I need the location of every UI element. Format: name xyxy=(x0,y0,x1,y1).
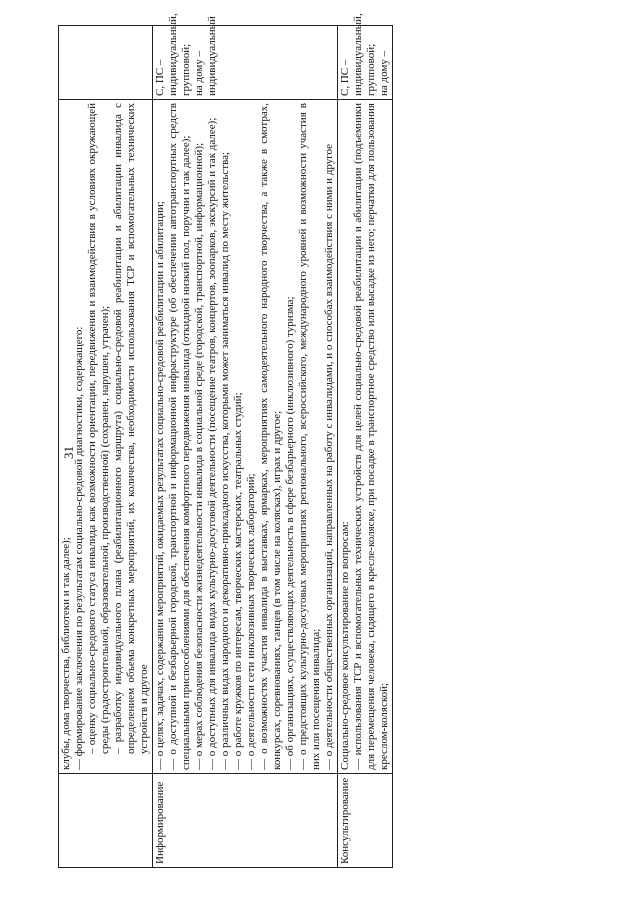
services-table xyxy=(58,13,393,868)
form-cell xyxy=(338,13,393,100)
content-line: — о деятельности общественных организаций, направленных на работу с инвалидами, и о способах взаимодействия с ними и другое xyxy=(323,143,335,770)
content-line: — о доступной и безбарьерной городской, транспортной и информационной инфраструктуре (об обеспечении автотранспортных средств специальными приспособлениями для обеспечения комфортного передвижения инвалида (откидной низкий пол, поручни и так далее); xyxy=(167,103,192,770)
form-line: С, ПС – xyxy=(154,59,166,96)
form-cell xyxy=(59,26,153,100)
content-line: — формирование заключения по результатам социально-средовой диагностики, содержащего: xyxy=(73,326,85,770)
content-line: — о работе кружков по интересам, творческих мастерских, театральных студий; xyxy=(232,392,244,770)
content-line: клубы, дома творчества, библиотеки и так далее); xyxy=(60,537,72,770)
form-line: С, ПС – xyxy=(339,59,351,96)
table-row xyxy=(153,26,338,868)
table-row xyxy=(338,26,393,868)
category-cell: Консультирование xyxy=(338,774,393,868)
content-line: — использования ТСР и вспомогательных технических устройств для целей социально-средовой реабилитации и абилитации (подъемники для перемещения человека, сидящего в кресле-коляске, при посадке в транспортное средство или высадке из него; перчатки для пользования креслом-коляской; xyxy=(352,103,390,770)
content-cell xyxy=(338,100,393,774)
content-line: — о возможностях участия инвалида в выставках, ярмарках, мероприятиях самодеятельного народного творчества, а также в смотрах, конкурсах, соревнованиях, танцев (в том числе на колясках), играх и другое; xyxy=(258,103,283,770)
form-line: индивидуальный, xyxy=(352,13,364,96)
form-line: индивидуальный xyxy=(206,16,218,96)
form-line: индивидуальный, xyxy=(167,13,179,96)
content-line: – разработку индивидуального плана (реабилитационного маршрута) социально-средовой реабилитации и абилитации инвалида с определением объема конкретных мероприятий, их количества, необходимости использования ТСР и вспомогательных технических устройств и другое xyxy=(112,103,150,754)
content-line: — о предстоящих культурно-досуговых мероприятиях регионального, всероссийского, международного уровней и возможности участия в них или посещения инвалида; xyxy=(297,103,322,770)
page-number: 31 xyxy=(61,446,76,459)
form-line: групповой; xyxy=(365,43,377,96)
form-line: на дому – xyxy=(378,50,390,96)
content-line: — о доступных для инвалида видах культурно-досуговой деятельности (посещение театров, концертов, зоопарков, экскурсий и так далее); xyxy=(206,117,218,770)
content-line: – оценку социально-средового статуса инвалида как возможности ориентации, передвижения и взаимодействия в условиях окружающей среды (градостроительной, образовательной, производственной) (сохранен, нарушен, утрачен); xyxy=(86,103,111,754)
content-line: — об организациях, осуществляющих деятельность в сфере безбарьерного (инклюзивного) туризма; xyxy=(284,296,296,770)
content-line: — о мерах соблюдения безопасности жизнедеятельности инвалида в социальной среде (городской, транспортной, информационной); xyxy=(193,142,205,770)
content-cell xyxy=(59,100,153,774)
table-row xyxy=(59,26,153,868)
form-line: групповой; xyxy=(180,43,192,96)
form-line: на дому – xyxy=(193,50,205,96)
content-line: Социально-средовое консультирование по вопросам: xyxy=(339,521,351,770)
category-cell: Информирование xyxy=(153,774,338,868)
content-cell xyxy=(153,100,338,774)
form-cell xyxy=(153,13,338,100)
content-line: — о деятельности сети инклюзивных творческих лабораторий; xyxy=(245,473,257,770)
content-line: — о целях, задачах, содержании мероприятий, ожидаемых результатах социально-средовой реабилитации и абилитации; xyxy=(154,201,166,770)
content-line: — о различных видах народного и декоративно-прикладного искусства, которыми может заниматься инвалид по месту жительства; xyxy=(219,151,231,770)
category-cell xyxy=(59,774,153,868)
